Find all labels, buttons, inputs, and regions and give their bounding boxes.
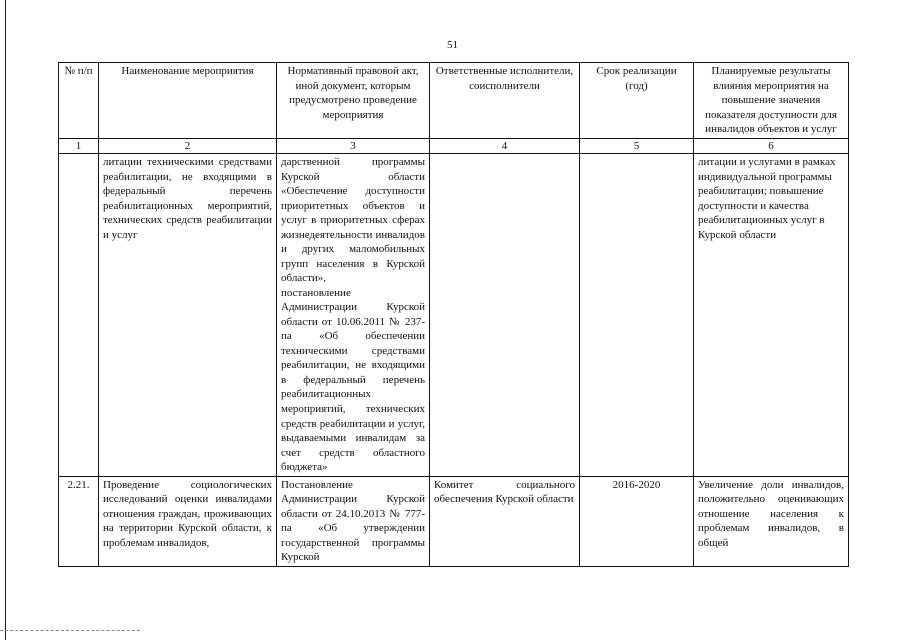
legal-act-text: дарственной программы Курской области «Обеспечение доступности приоритетных объектов и услуг в приоритетных сферах жизнедеятельности инвалидов и других маломобильных групп населения в Курской области», bbox=[281, 156, 425, 285]
page-edge-line bbox=[5, 0, 6, 640]
column-number: 1 bbox=[59, 138, 99, 154]
header-measure-name: Наименование мероприятия bbox=[99, 63, 277, 139]
column-number: 4 bbox=[430, 138, 580, 154]
table-row bbox=[59, 154, 849, 476]
header-term: Срок реализации (год) bbox=[580, 63, 694, 139]
term-cell: 2016-2020 bbox=[580, 476, 694, 566]
legal-act-cell bbox=[277, 154, 430, 476]
header-results: Планируемые результаты влияния мероприятия на повышение значения показателя доступности для инвалидов объектов и услуг bbox=[694, 63, 849, 139]
term-cell bbox=[580, 154, 694, 476]
legal-act-cell: Постановление Администрации Курской области от 24.10.2013 № 777-па «Об утверждении государственной программы Курской bbox=[277, 476, 430, 566]
column-number-row bbox=[59, 138, 849, 154]
responsible-cell: Комитет социального обеспечения Курской области bbox=[430, 476, 580, 566]
header-responsible: Ответственные исполнители, соисполнители bbox=[430, 63, 580, 139]
column-number: 3 bbox=[277, 138, 430, 154]
table-row bbox=[59, 476, 849, 566]
row-number-cell bbox=[59, 154, 99, 476]
header-number: № п/п bbox=[59, 63, 99, 139]
column-number: 5 bbox=[580, 138, 694, 154]
page-number: 51 bbox=[447, 39, 458, 51]
measure-name-cell: Проведение социологических исследований оценки инвалидами отношения граждан, проживающих на территории Курской области, к проблемам инвалидов, bbox=[99, 476, 277, 566]
measure-name-cell: литации техническими средствами реабилитации, не входящими в федеральный перечень реабилитационных мероприятий, технических средств реабилитации и услуг bbox=[99, 154, 277, 476]
column-number: 6 bbox=[694, 138, 849, 154]
results-cell: литации и услугами в рамках индивидуальной программы реабилитации; повышение доступности и качества реабилитационных услуг в Курской области bbox=[694, 154, 849, 476]
measures-table bbox=[58, 62, 849, 567]
scan-artifact-line bbox=[0, 630, 140, 632]
column-number: 2 bbox=[99, 138, 277, 154]
header-legal-act: Нормативный правовой акт, иной документ, которым предусмотрено проведение мероприятия bbox=[277, 63, 430, 139]
responsible-cell bbox=[430, 154, 580, 476]
row-number-cell: 2.21. bbox=[59, 476, 99, 566]
table-header-row bbox=[59, 63, 849, 139]
legal-act-text: постановление Администрации Курской области от 10.06.2011 № 237-па «Об обеспечении техническими средствами реабилитации, не входящими в федеральный перечень реабилитационных мероприятий, технических средств реабилитации и услуг, выдаваемыми инвалидам за счет средств областного бюджета» bbox=[281, 286, 425, 474]
results-cell: Увеличение доли инвалидов, положительно оценивающих отношение населения к проблемам инвалидов, в общей bbox=[694, 476, 849, 566]
